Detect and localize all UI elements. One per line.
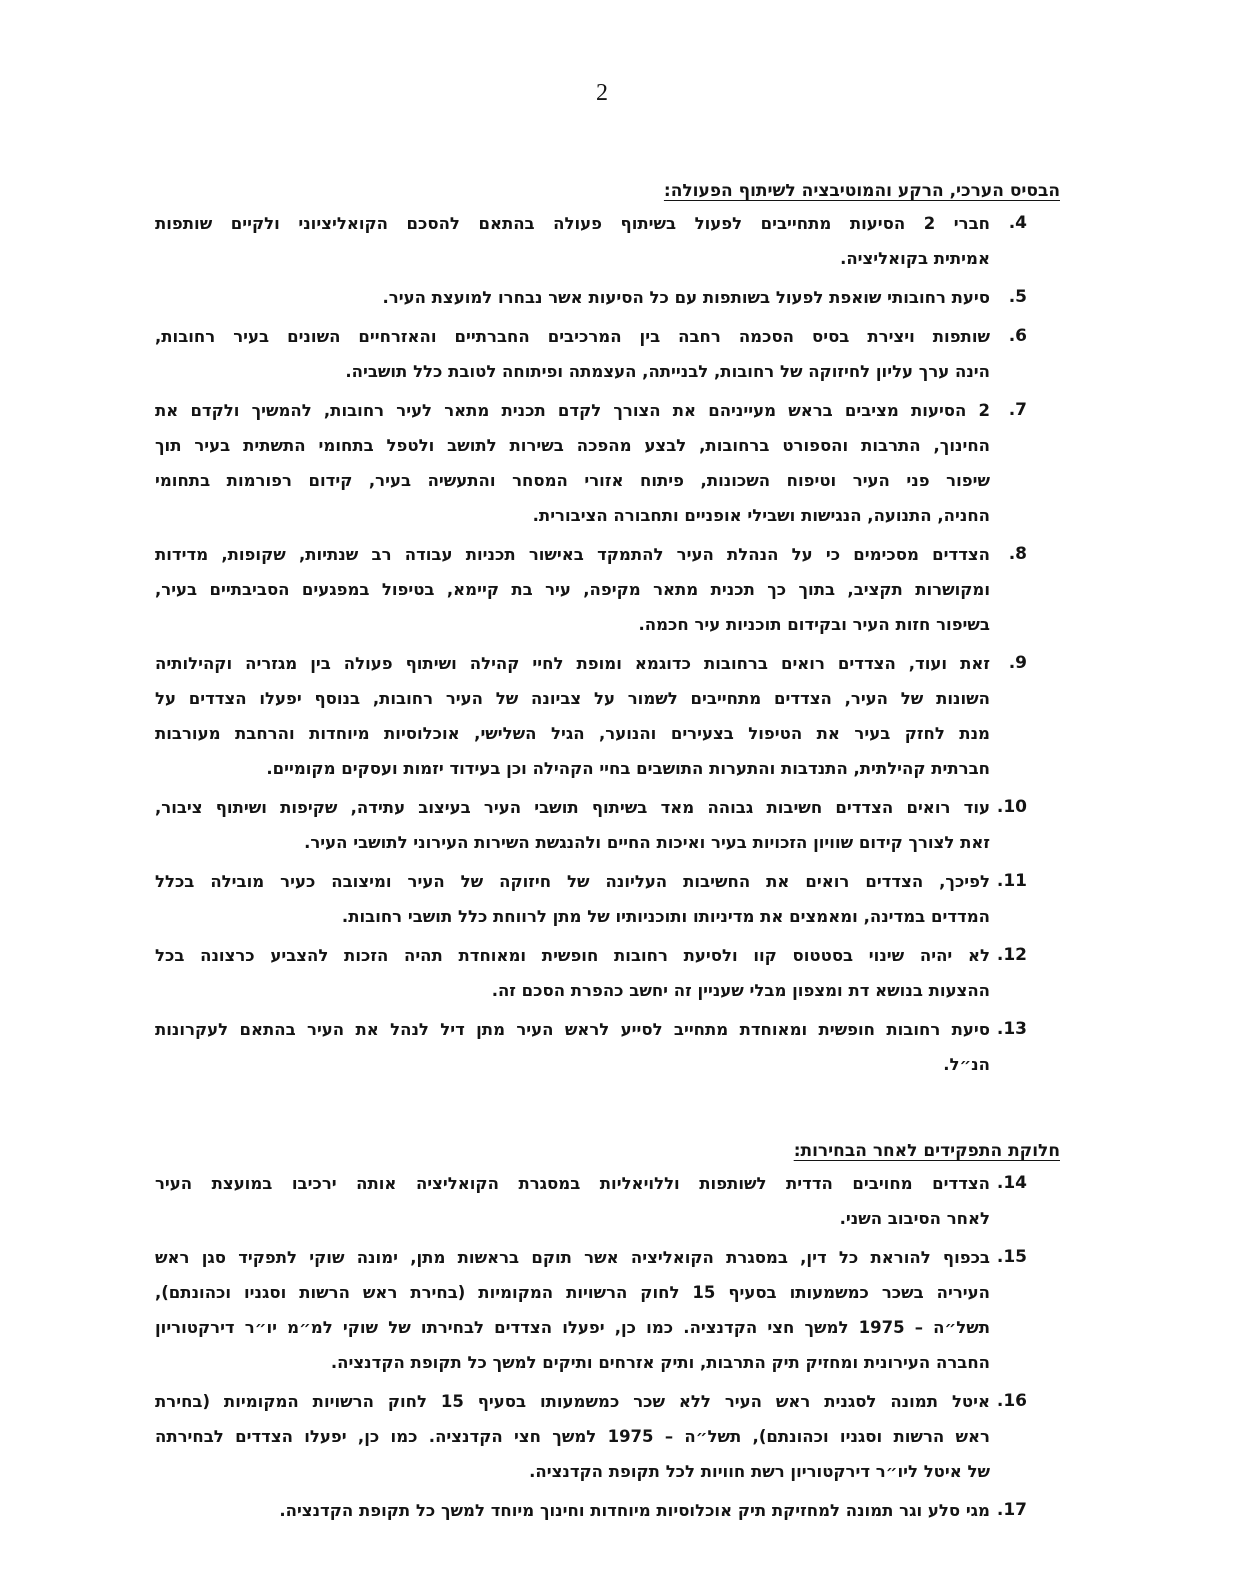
item-text	[155, 319, 990, 389]
text-line: מגי סלע וגר תמונה למחזיקת תיק אוכלוסיות מיוחדות וחינוך מיוחד למשך כל תקופת הקדנציה.	[279, 1501, 990, 1520]
text-line: הינה ערך עליון לחיזוקה של רחובות, לבנייתה, העצמתה ופיתוחה לטובת כלל תושביה.	[345, 362, 990, 381]
text-line: השונות של העיר, הצדדים מתחייבים לשמור על צביונה של העיר רחובות, בנוסף יפעלו הצדדים על	[155, 689, 990, 708]
text-line: חברי 2 הסיעות מתחייבים לפעול בשיתוף פעולה בהתאם להסכם הקואליציוני ולקיים שותפות	[155, 214, 990, 233]
item-text	[155, 1240, 990, 1380]
page-number: 2	[596, 80, 608, 106]
text-line: הצדדים מסכימים כי על הנהלת העיר להתמקד באישור תכניות עבודה רב שנתיות, שקופות, מדידות	[155, 545, 990, 564]
item-number: 10.	[996, 797, 1027, 817]
list-item	[150, 1384, 1060, 1489]
text-line: בכפוף להוראת כל דין, במסגרת הקואליציה אשר תוקם בראשות מתן, ימונה שוקי לתפקיד סגן ראש	[155, 1248, 990, 1267]
text-line: בשיפור חזות העיר ובקידום תוכניות עיר חכמה.	[638, 615, 990, 634]
text-line: הנ״ל.	[943, 1055, 990, 1074]
item-number: 16.	[996, 1391, 1027, 1411]
list-item	[150, 537, 1060, 642]
item-text	[155, 537, 990, 642]
list-item	[150, 206, 1060, 276]
section-heading: חלוקת התפקידים לאחר הבחירות:	[793, 1141, 1060, 1161]
item-text	[155, 1012, 990, 1082]
text-line: איטל תמונה לסגנית ראש העיר ללא שכר כמשמעותו בסעיף 15 לחוק הרשויות המקומיות (בחירת	[155, 1392, 990, 1411]
text-line: המדדים במדינה, ומאמצים את מדיניותו ותוכניותיו של מתן לרווחת כלל תושבי רחובות.	[341, 907, 990, 926]
section-role-allocation	[150, 1136, 1060, 1532]
item-text	[155, 393, 990, 533]
text-line: החברה העירונית ומחזיק תיק התרבות, ותיק אזרחים ותיקים למשך כל תקופת הקדנציה.	[330, 1353, 990, 1372]
item-number: 17.	[996, 1500, 1027, 1520]
text-line: ההצעות בנושא דת ומצפון מבלי שעניין זה יחשב כהפרת הסכם זה.	[491, 981, 990, 1000]
list-item	[150, 1493, 1060, 1528]
text-line: חברתית קהילתית, התנדבות והתערות התושבים בחיי הקהילה וכן בעידוד יזמות ועסקים מקומיים.	[266, 759, 990, 778]
item-text	[155, 938, 990, 1008]
list-item	[150, 319, 1060, 389]
list-item	[150, 1240, 1060, 1380]
text-line: שיפור פני העיר וטיפוח השכונות, פיתוח אזורי המסחר והתעשיה בעיר, קידום רפורמות בתחומי	[155, 471, 990, 490]
text-line: מנת לחזק בעיר את הטיפול בצעירים והנוער, הגיל השלישי, אוכלוסיות מיוחדות והרחבת מעורבות	[155, 724, 990, 743]
item-text	[155, 1384, 990, 1489]
text-line: זאת ועוד, הצדדים רואים ברחובות כדוגמא ומופת לחיי קהילה ושיתוף פעולה בין מגזריה וקהילותיה	[155, 654, 990, 673]
text-line: של איטל ליו״ר דירקטוריון רשת חוויות לכל תקופת הקדנציה.	[529, 1462, 990, 1481]
item-text	[155, 864, 990, 934]
list-item	[150, 1166, 1060, 1236]
list-item	[150, 864, 1060, 934]
text-line: זאת לצורך קידום שוויון הזכויות בעיר ואיכות החיים ולהנגשת השירות העירוני לתושבי העיר.	[304, 833, 990, 852]
item-text	[155, 1493, 990, 1528]
text-line: הצדדים מחויבים הדדית לשותפות וללויאליות במסגרת הקואליציה אותה ירכיבו במועצת העיר	[155, 1174, 990, 1193]
item-number: 12.	[996, 945, 1027, 965]
item-text	[155, 280, 990, 315]
text-line: עוד רואים הצדדים חשיבות גבוהה מאד בשיתוף תושבי העיר בעיצוב עתידה, שקיפות ושיתוף ציבור,	[155, 798, 990, 817]
numbered-list	[150, 1166, 1060, 1528]
item-text	[155, 790, 990, 860]
item-number: 4.	[1008, 213, 1027, 233]
section-heading: הבסיס הערכי, הרקע והמוטיבציה לשיתוף הפעולה:	[663, 181, 1060, 201]
text-line: לא יהיה שינוי בסטטוס קוו ולסיעת רחובות חופשית ומאוחדת תהיה הזכות להצביע כרצונה בכל	[155, 946, 990, 965]
item-number: 11.	[996, 871, 1027, 891]
item-text	[155, 646, 990, 786]
numbered-list	[150, 206, 1060, 1082]
item-number: 6.	[1008, 326, 1027, 346]
item-number: 14.	[996, 1173, 1027, 1193]
item-number: 8.	[1008, 544, 1027, 564]
text-line: סיעת רחובות חופשית ומאוחדת מתחייב לסייע לראש העיר מתן דיל לנהל את העיר בהתאם לעקרונות	[155, 1020, 990, 1039]
text-line: תשל״ה – 1975 למשך חצי הקדנציה. כמו כן, יפעלו הצדדים לבחירתו של שוקי למ״מ יו״ר דירקטוריון	[155, 1318, 990, 1337]
list-item	[150, 790, 1060, 860]
list-item	[150, 646, 1060, 786]
text-line: העיריה בשכר כמשמעותו בסעיף 15 לחוק הרשויות המקומיות (בחירת ראש הרשות וסגניו וכהונתם),	[155, 1283, 990, 1302]
text-line: לפיכך, הצדדים רואים את החשיבות העליונה של חיזוקה של העיר ומיצובה כעיר מובילה בכלל	[155, 872, 990, 891]
text-line: החינוך, התרבות והספורט ברחובות, לבצע מהפכה בשירות לתושב ולטפל בתחומי התשתית בעיר תוך	[155, 436, 990, 455]
item-text	[155, 206, 990, 276]
text-line: 2 הסיעות מציבים בראש מעייניהם את הצורך לקדם תכנית מתאר לעיר רחובות, להמשיך ולקדם את	[155, 401, 990, 420]
item-number: 7.	[1008, 400, 1027, 420]
text-line: ראש הרשות וסגניו וכהונתם), תשל״ה – 1975 למשך חצי הקדנציה. כמו כן, יפעלו הצדדים לבחירתה	[155, 1427, 990, 1446]
text-line: אמיתית בקואליציה.	[840, 249, 990, 268]
item-number: 9.	[1008, 653, 1027, 673]
list-item	[150, 393, 1060, 533]
text-line: לאחר הסיבוב השני.	[839, 1209, 990, 1228]
list-item	[150, 280, 1060, 315]
item-number: 13.	[996, 1019, 1027, 1039]
item-text	[155, 1166, 990, 1236]
text-line: ומקושרות תקציב, בתוך כך תכנית מתאר מקיפה, עיר בת קיימא, בטיפול במפגעים הסביבתיים בעיר,	[155, 580, 990, 599]
item-number: 15.	[996, 1247, 1027, 1267]
text-line: סיעת רחובותי שואפת לפעול בשותפות עם כל הסיעות אשר נבחרו למועצת העיר.	[382, 288, 990, 307]
text-line: שותפות ויצירת בסיס הסכמה רחבה בין המרכיבים החברתיים והאזרחיים השונים בעיר רחובות,	[155, 327, 990, 346]
list-item	[150, 1012, 1060, 1082]
list-item	[150, 938, 1060, 1008]
text-line: החניה, התנועה, הנגישות ושבילי אופניים ותחבורה הציבורית.	[532, 506, 990, 525]
item-number: 5.	[1008, 287, 1027, 307]
section-values-background	[150, 176, 1060, 1086]
